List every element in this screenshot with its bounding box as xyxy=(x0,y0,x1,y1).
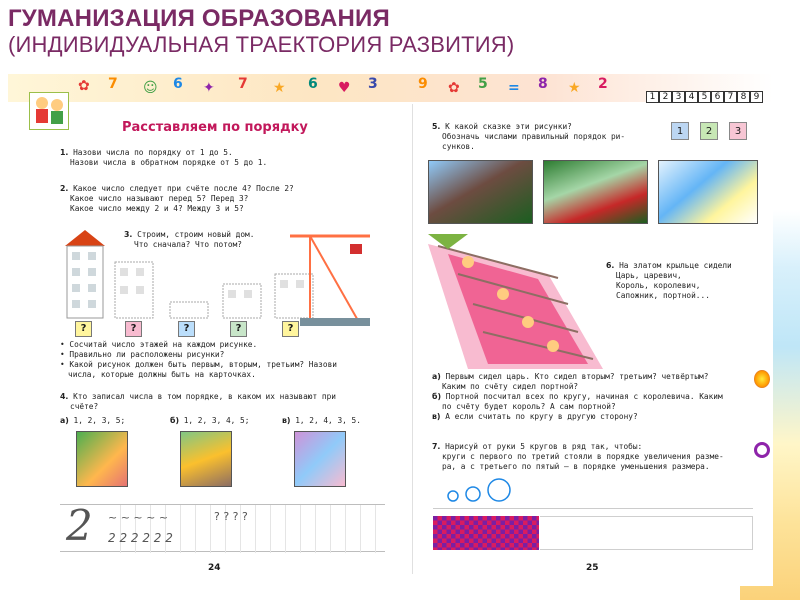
task-4-option-a[interactable] xyxy=(60,416,125,426)
task-2 xyxy=(60,184,294,214)
qa-text: Первым сидел царь. Кто сидел вторым? третьим? четвёртым? xyxy=(445,372,709,381)
qa-line xyxy=(432,412,723,422)
task-4-option-c[interactable] xyxy=(282,416,361,426)
qa-label: б) xyxy=(432,392,442,401)
option-text: 1, 2, 4, 3, 5. xyxy=(295,416,361,425)
question-card[interactable]: ? xyxy=(75,321,92,337)
task-1-number: 1. xyxy=(60,148,69,157)
qa-line xyxy=(432,372,723,382)
page-number-left: 24 xyxy=(208,563,221,573)
qa-label: а) xyxy=(432,372,441,381)
building-construction-illustration xyxy=(60,224,390,344)
task-3-line-1: Строим, строим новый дом. xyxy=(137,230,255,239)
bullet-item xyxy=(60,370,337,380)
task-4-option-b[interactable] xyxy=(170,416,249,426)
task-4-number: 4. xyxy=(60,392,69,401)
decorative-header-band: ✿ 7 ☺ 6 ✦ 7 ★ 6 ♥ 3 9 ✿ 5 = 8 ★ 2 xyxy=(8,74,773,102)
qa-text: Каким по счёту сидел портной? xyxy=(442,382,579,391)
checkered-pattern xyxy=(433,516,539,550)
question-card[interactable]: ? xyxy=(125,321,142,337)
line-divider xyxy=(433,508,753,509)
number-strip xyxy=(646,91,763,103)
task-5-line-2: Обозначь числами правильный порядок ри- xyxy=(442,132,626,141)
task-3-line-2: Что сначала? Что потом? xyxy=(134,240,242,249)
task-1 xyxy=(60,148,267,168)
number-strip-cell: 4 xyxy=(685,91,698,103)
bullet-item: • Какой рисунок должен быть первым, вторым, третьим? Назови xyxy=(60,360,337,369)
option-label: б) xyxy=(170,416,180,425)
slide-title xyxy=(8,6,514,57)
bullet-item: • Сосчитай число этажей на каждом рисунке. xyxy=(60,340,258,349)
bullet-text: Сосчитай число этажей на каждом рисунке. xyxy=(69,340,258,349)
number-strip-cell: 5 xyxy=(698,91,711,103)
task-5-number: 5. xyxy=(432,122,441,131)
number-strip-cell: 2 xyxy=(659,91,672,103)
task-5-line-1: К какой сказке эти рисунки? xyxy=(445,122,572,131)
option-text: 1, 2, 3, 4, 5; xyxy=(183,416,250,425)
drawing-strip[interactable] xyxy=(540,516,753,550)
question-card[interactable]: ? xyxy=(282,321,299,337)
task-6-line-3: Король, королевич, xyxy=(616,281,701,290)
task-7 xyxy=(432,442,724,472)
number-strip-cell: 3 xyxy=(672,91,685,103)
wave-pattern: ~ ~ ~ ~ ~ xyxy=(108,511,169,524)
option-label: а) xyxy=(60,416,69,425)
bullet-item: • Правильно ли расположены рисунки? xyxy=(60,350,225,359)
bullet-text: Правильно ли расположены рисунки? xyxy=(69,350,225,359)
target-icon xyxy=(754,442,770,458)
option-label: в) xyxy=(282,416,291,425)
question-card[interactable]: ? xyxy=(178,321,195,337)
order-card-3[interactable]: 3 xyxy=(729,122,747,140)
number-strip-cell: 9 xyxy=(750,91,763,103)
qa-line xyxy=(432,392,723,402)
task-1-line-2: Назови числа в обратном порядке от 5 до 1. xyxy=(70,158,268,167)
illustration-musician xyxy=(180,431,232,487)
task-7-line-3: ра, а с третьего по пятый — в порядке уменьшения размера. xyxy=(442,462,710,471)
kids-illustration-logo xyxy=(29,92,69,130)
task-6 xyxy=(606,261,732,301)
task-3-number: 3. xyxy=(124,230,133,239)
task-6-number: 6. xyxy=(606,261,615,270)
slide-title-line-2: (ИНДИВИДУАЛЬНАЯ ТРАЕКТОРИЯ РАЗВИТИЯ) xyxy=(8,32,515,57)
question-card[interactable]: ? xyxy=(230,321,247,337)
task-7-line-2: круги с первого по третий стояли в порядке увеличения разме- xyxy=(442,452,724,461)
illustration-dancer xyxy=(294,431,346,487)
task-7-line-1: Нарисуй от руки 5 кругов в ряд так, чтобы: xyxy=(445,442,643,451)
qa-line xyxy=(432,402,723,412)
bullet-text: Какой рисунок должен быть первым, вторым, третьим? Назови xyxy=(69,360,337,369)
illustration-clown xyxy=(76,431,128,487)
textbook-spread xyxy=(8,74,773,586)
option-text: 1, 2, 3, 5; xyxy=(73,416,126,425)
task-5-line-3: сунков. xyxy=(442,142,475,151)
bell-icon xyxy=(754,370,770,388)
task-2-number: 2. xyxy=(60,184,69,193)
question-marks-row: ? ? ? ? xyxy=(214,510,248,523)
fairy-tale-picture-3 xyxy=(658,160,758,224)
lesson-heading: Расставляем по порядку xyxy=(122,120,308,135)
qa-text: Портной посчитал всех по кругу, начиная с королевича. Каким xyxy=(445,392,723,401)
qa-label: в) xyxy=(432,412,441,421)
task-6-line-1: На златом крыльце сидели xyxy=(619,261,732,270)
big-digit: 2 xyxy=(66,501,93,550)
golden-porch-illustration xyxy=(428,234,603,369)
slide-title-line-1: ГУМАНИЗАЦИЯ ОБРАЗОВАНИЯ xyxy=(8,5,390,32)
fairy-tale-picture-1 xyxy=(428,160,533,224)
task-4 xyxy=(60,392,336,412)
number-strip-cell: 1 xyxy=(646,91,659,103)
bullet-list xyxy=(60,340,337,380)
order-card-2[interactable]: 2 xyxy=(700,122,718,140)
handwriting-line xyxy=(60,501,385,552)
twos-row: 2 2 2 2 2 2 xyxy=(108,531,173,545)
task-2-line-3: Какое число между 2 и 4? Между 3 и 5? xyxy=(70,204,244,213)
task-2-line-1: Какое число следует при счёте после 4? После 2? xyxy=(73,184,294,193)
number-strip-cell: 8 xyxy=(737,91,750,103)
task-6-line-2: Царь, царевич, xyxy=(616,271,682,280)
number-strip-cell: 6 xyxy=(711,91,724,103)
task-4-line-2: счёте? xyxy=(70,402,99,411)
task-2-line-2: Какое число называют перед 5? Перед 3? xyxy=(70,194,249,203)
task-5 xyxy=(432,122,625,152)
qa-text: по счёту будет король? А сам портной? xyxy=(442,402,616,411)
page-divider xyxy=(412,104,413,574)
order-card-1[interactable]: 1 xyxy=(671,122,689,140)
task-4-line-1: Кто записал числа в том порядке, в каком их называют при xyxy=(73,392,336,401)
qa-line xyxy=(432,382,723,392)
task-6-questions xyxy=(432,372,723,422)
task-6-line-4: Сапожник, портной... xyxy=(616,291,710,300)
page-number-right: 25 xyxy=(586,563,599,573)
circles-example xyxy=(443,476,533,506)
task-1-line-1: Назови числа по порядку от 1 до 5. xyxy=(73,148,233,157)
task-7-number: 7. xyxy=(432,442,441,451)
qa-text: А если считать по кругу в другую сторону? xyxy=(445,412,638,421)
bullet-text: числа, которые должны быть на карточках. xyxy=(68,370,256,379)
fairy-tale-picture-2 xyxy=(543,160,648,224)
number-strip-cell: 7 xyxy=(724,91,737,103)
